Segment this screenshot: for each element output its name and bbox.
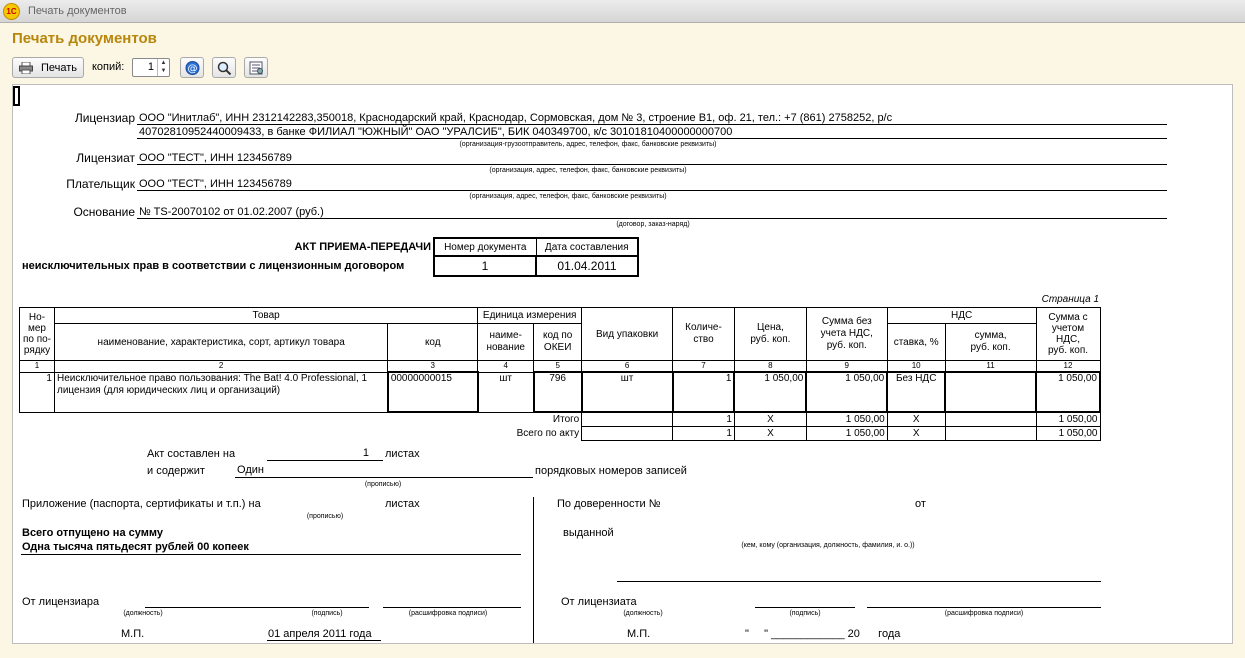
row-num: 1 <box>20 372 55 412</box>
row-code: 00000000015 <box>388 372 478 412</box>
signature-hint: (подпись) <box>311 610 343 617</box>
document-preview[interactable] <box>12 84 1233 644</box>
licensor-line2: 40702810952440009433, в банке ФИЛИАЛ "ЮЖНЫЙ" ОАО "УРАЛСИБ", БИК 040349700, к/с 30101810400000000700 <box>139 126 733 138</box>
total-pack <box>582 412 673 426</box>
column-numbers-row <box>20 361 1101 373</box>
licensee-value: ООО "ТЕСТ", ИНН 123456789 <box>139 152 292 164</box>
released-underline <box>21 554 521 555</box>
decode-hint: (расшифровка подписи) <box>408 610 488 617</box>
grand-pack <box>582 426 673 440</box>
copies-value[interactable]: 1 <box>147 61 154 73</box>
total-label: Итого <box>552 414 580 425</box>
released-value: Одна тысяча пятьдесят рублей 00 копеек <box>22 541 249 553</box>
h-okei: код по ОКЕИ <box>534 324 582 361</box>
page-title: Печать документов <box>12 30 157 47</box>
date-left-underline <box>267 640 381 641</box>
col-number: 5 <box>534 361 582 373</box>
from-licensor-label: От лицензиара <box>22 596 100 608</box>
col-number: 11 <box>945 361 1036 373</box>
appendix-sheets: листах <box>385 498 420 510</box>
grand-price: X <box>734 426 806 440</box>
h-vat: НДС <box>887 308 1036 324</box>
total-rate: X <box>887 412 945 426</box>
docnum-value: 1 <box>434 256 536 276</box>
issued-label: выданной <box>563 527 614 539</box>
licensor-label: Лицензиар <box>74 111 135 125</box>
total-vat-sum <box>945 412 1036 426</box>
grand-sum-vat: 1 050,00 <box>1036 426 1100 440</box>
licensor-decode-line <box>383 607 521 608</box>
in-words-hint: (прописью) <box>364 481 402 488</box>
col-number: 1 <box>20 361 55 373</box>
act-title-2: неисключительных прав в соответствии с лицензионным договором <box>22 260 405 272</box>
h-unit: Единица измерения <box>478 308 582 324</box>
cell-cursor <box>13 86 20 106</box>
act-title-1: АКТ ПРИЕМА-ПЕРЕДАЧИ <box>294 241 431 253</box>
payer-value: ООО "ТЕСТ", ИНН 123456789 <box>139 178 292 190</box>
table-row <box>20 372 1101 412</box>
footer-divider <box>533 497 534 643</box>
preview-icon <box>217 61 232 75</box>
window-title: Печать документов <box>28 5 127 17</box>
licensor-sign-line <box>145 607 369 608</box>
h-vat-sum: сумма, руб. коп. <box>945 324 1036 361</box>
date-left: 01 апреля 2011 года <box>268 628 372 640</box>
email-icon <box>185 61 200 75</box>
sheets-label: листах <box>385 448 420 460</box>
docnum-header: Номер документа <box>434 238 536 256</box>
total-sum-vat: 1 050,00 <box>1036 412 1100 426</box>
copies-spin[interactable] <box>157 59 169 76</box>
appendix-label: Приложение (паспорта, сертификаты и т.п.) на <box>22 498 261 510</box>
docdate-value: 01.04.2011 <box>536 256 638 276</box>
total-qty: 1 <box>673 412 735 426</box>
print-button[interactable] <box>12 57 84 78</box>
position-hint: (должность) <box>123 610 163 617</box>
licensee-hint: (организация, адрес, телефон, факс, банковские реквизиты) <box>489 167 687 174</box>
licensor-hint: (организация-грузоотправитель, адрес, телефон, факс, банковские реквизиты) <box>459 141 717 148</box>
grand-sum: 1 050,00 <box>806 426 887 440</box>
from-label: от <box>915 498 926 510</box>
window-titlebar <box>0 0 1245 23</box>
col-number: 6 <box>582 361 673 373</box>
settings-button[interactable] <box>244 57 268 78</box>
made-on-label: Акт составлен на <box>147 448 236 460</box>
goods-table <box>19 307 1101 441</box>
settings-icon <box>249 61 264 75</box>
date-right: " " ____________ 20 года <box>745 628 901 640</box>
col-number: 2 <box>54 361 387 373</box>
payer-label: Плательщик <box>66 177 135 191</box>
decode-hint-2: (расшифровка подписи) <box>944 610 1024 617</box>
basis-label: Основание <box>73 205 135 219</box>
svg-text:@: @ <box>187 63 198 75</box>
basis-underline <box>137 218 1167 219</box>
position-hint-2: (должность) <box>623 610 663 617</box>
copies-label: копий: <box>92 61 125 73</box>
released-label: Всего отпущено на сумму <box>22 527 163 539</box>
row-vat-sum <box>945 372 1036 412</box>
h-code: код <box>388 324 478 361</box>
grand-label: Всего по акту <box>516 427 580 439</box>
payer-hint: (организация, адрес, телефон, факс, банковские реквизиты) <box>469 193 667 200</box>
grand-vat-sum <box>945 426 1036 440</box>
spin-up-icon[interactable]: ▲ <box>160 60 167 66</box>
row-pack: шт <box>582 372 673 412</box>
docdate-header: Дата составления <box>536 238 638 256</box>
issued-hint: (кем, кому (организация, должность, фамилия, и. о.)) <box>741 542 915 549</box>
col-number: 4 <box>478 361 534 373</box>
doc-number-table <box>433 237 639 277</box>
h-unit-name: наиме- нование <box>478 324 534 361</box>
col-number: 7 <box>673 361 735 373</box>
licensor-underline2 <box>137 138 1167 139</box>
signature-hint-2: (подпись) <box>789 610 821 617</box>
licensee-decode-line <box>867 607 1101 608</box>
h-rate: ставка, % <box>887 324 945 361</box>
row-name: Неисключительное право пользования: The Bat! 4.0 Professional, 1 лицензия (для юридических лиц и организаций) <box>54 372 387 412</box>
row-sum-vat: 1 050,00 <box>1036 372 1100 412</box>
licensee-sign-line <box>755 607 855 608</box>
appendix-hint: (прописью) <box>306 513 344 520</box>
grand-qty: 1 <box>673 426 735 440</box>
records-label: порядковых номеров записей <box>535 465 687 477</box>
col-number: 10 <box>887 361 945 373</box>
col-number: 9 <box>806 361 887 373</box>
licensee-label: Лицензиат <box>76 151 135 165</box>
row-unit: шт <box>478 372 534 412</box>
basis-hint: (договор, заказ-наряд) <box>616 221 690 228</box>
col-number: 12 <box>1036 361 1100 373</box>
h-goods: Товар <box>54 308 477 324</box>
stamp-label: М.П. <box>121 628 145 640</box>
issued-underline <box>617 581 1101 582</box>
print-button-label: Печать <box>41 62 78 74</box>
preview-button[interactable] <box>212 57 236 78</box>
print-icon <box>19 62 33 74</box>
copies-stepper[interactable] <box>132 58 170 77</box>
page-label: Страница 1 <box>1041 294 1099 305</box>
h-sum-vat: Сумма с учетом НДС, руб. коп. <box>1036 308 1100 361</box>
proxy-label: По доверенности № <box>557 498 661 510</box>
app-logo-icon: 1С <box>3 3 20 20</box>
col-number: 8 <box>734 361 806 373</box>
stamp-label-2: М.П. <box>627 628 651 640</box>
basis-value: № TS-20070102 от 01.02.2007 (руб.) <box>139 206 324 218</box>
contains-value: Один <box>237 464 264 476</box>
licensor-line1: ООО "Инитлаб", ИНН 2312142283,350018, Краснодарский край, Краснодар, Сормовская, дом № 3, строение В1, оф. 21, тел.: +7 (861) 2758252, р/с <box>139 112 893 124</box>
licensee-underline <box>137 164 1167 165</box>
made-on-value: 1 <box>362 447 369 459</box>
grand-total-row <box>20 426 1101 440</box>
h-pack: Вид упаковки <box>582 308 673 361</box>
row-qty: 1 <box>673 372 735 412</box>
licensor-underline <box>137 124 1167 125</box>
col-number: 3 <box>388 361 478 373</box>
made-on-underline <box>267 460 383 461</box>
h-price: Цена, руб. коп. <box>734 308 806 361</box>
total-row <box>20 412 1101 426</box>
row-price: 1 050,00 <box>734 372 806 412</box>
h-num: Но- мер по по- рядку <box>20 308 55 361</box>
total-price: X <box>734 412 806 426</box>
contains-underline <box>235 477 533 478</box>
row-rate: Без НДС <box>887 372 945 412</box>
from-licensee-label: От лицензиата <box>561 596 637 608</box>
row-sum-no-vat: 1 050,00 <box>806 372 887 412</box>
email-button[interactable] <box>180 57 204 78</box>
h-sum-no-vat: Сумма без учета НДС, руб. коп. <box>806 308 887 361</box>
contains-label: и содержит <box>147 465 205 477</box>
h-name: наименование, характеристика, сорт, артикул товара <box>54 324 387 361</box>
payer-underline <box>137 190 1167 191</box>
total-sum: 1 050,00 <box>806 412 887 426</box>
row-okei: 796 <box>534 372 582 412</box>
h-qty: Количе- ство <box>673 308 735 361</box>
spin-down-icon[interactable]: ▼ <box>160 68 167 74</box>
grand-rate: X <box>887 426 945 440</box>
